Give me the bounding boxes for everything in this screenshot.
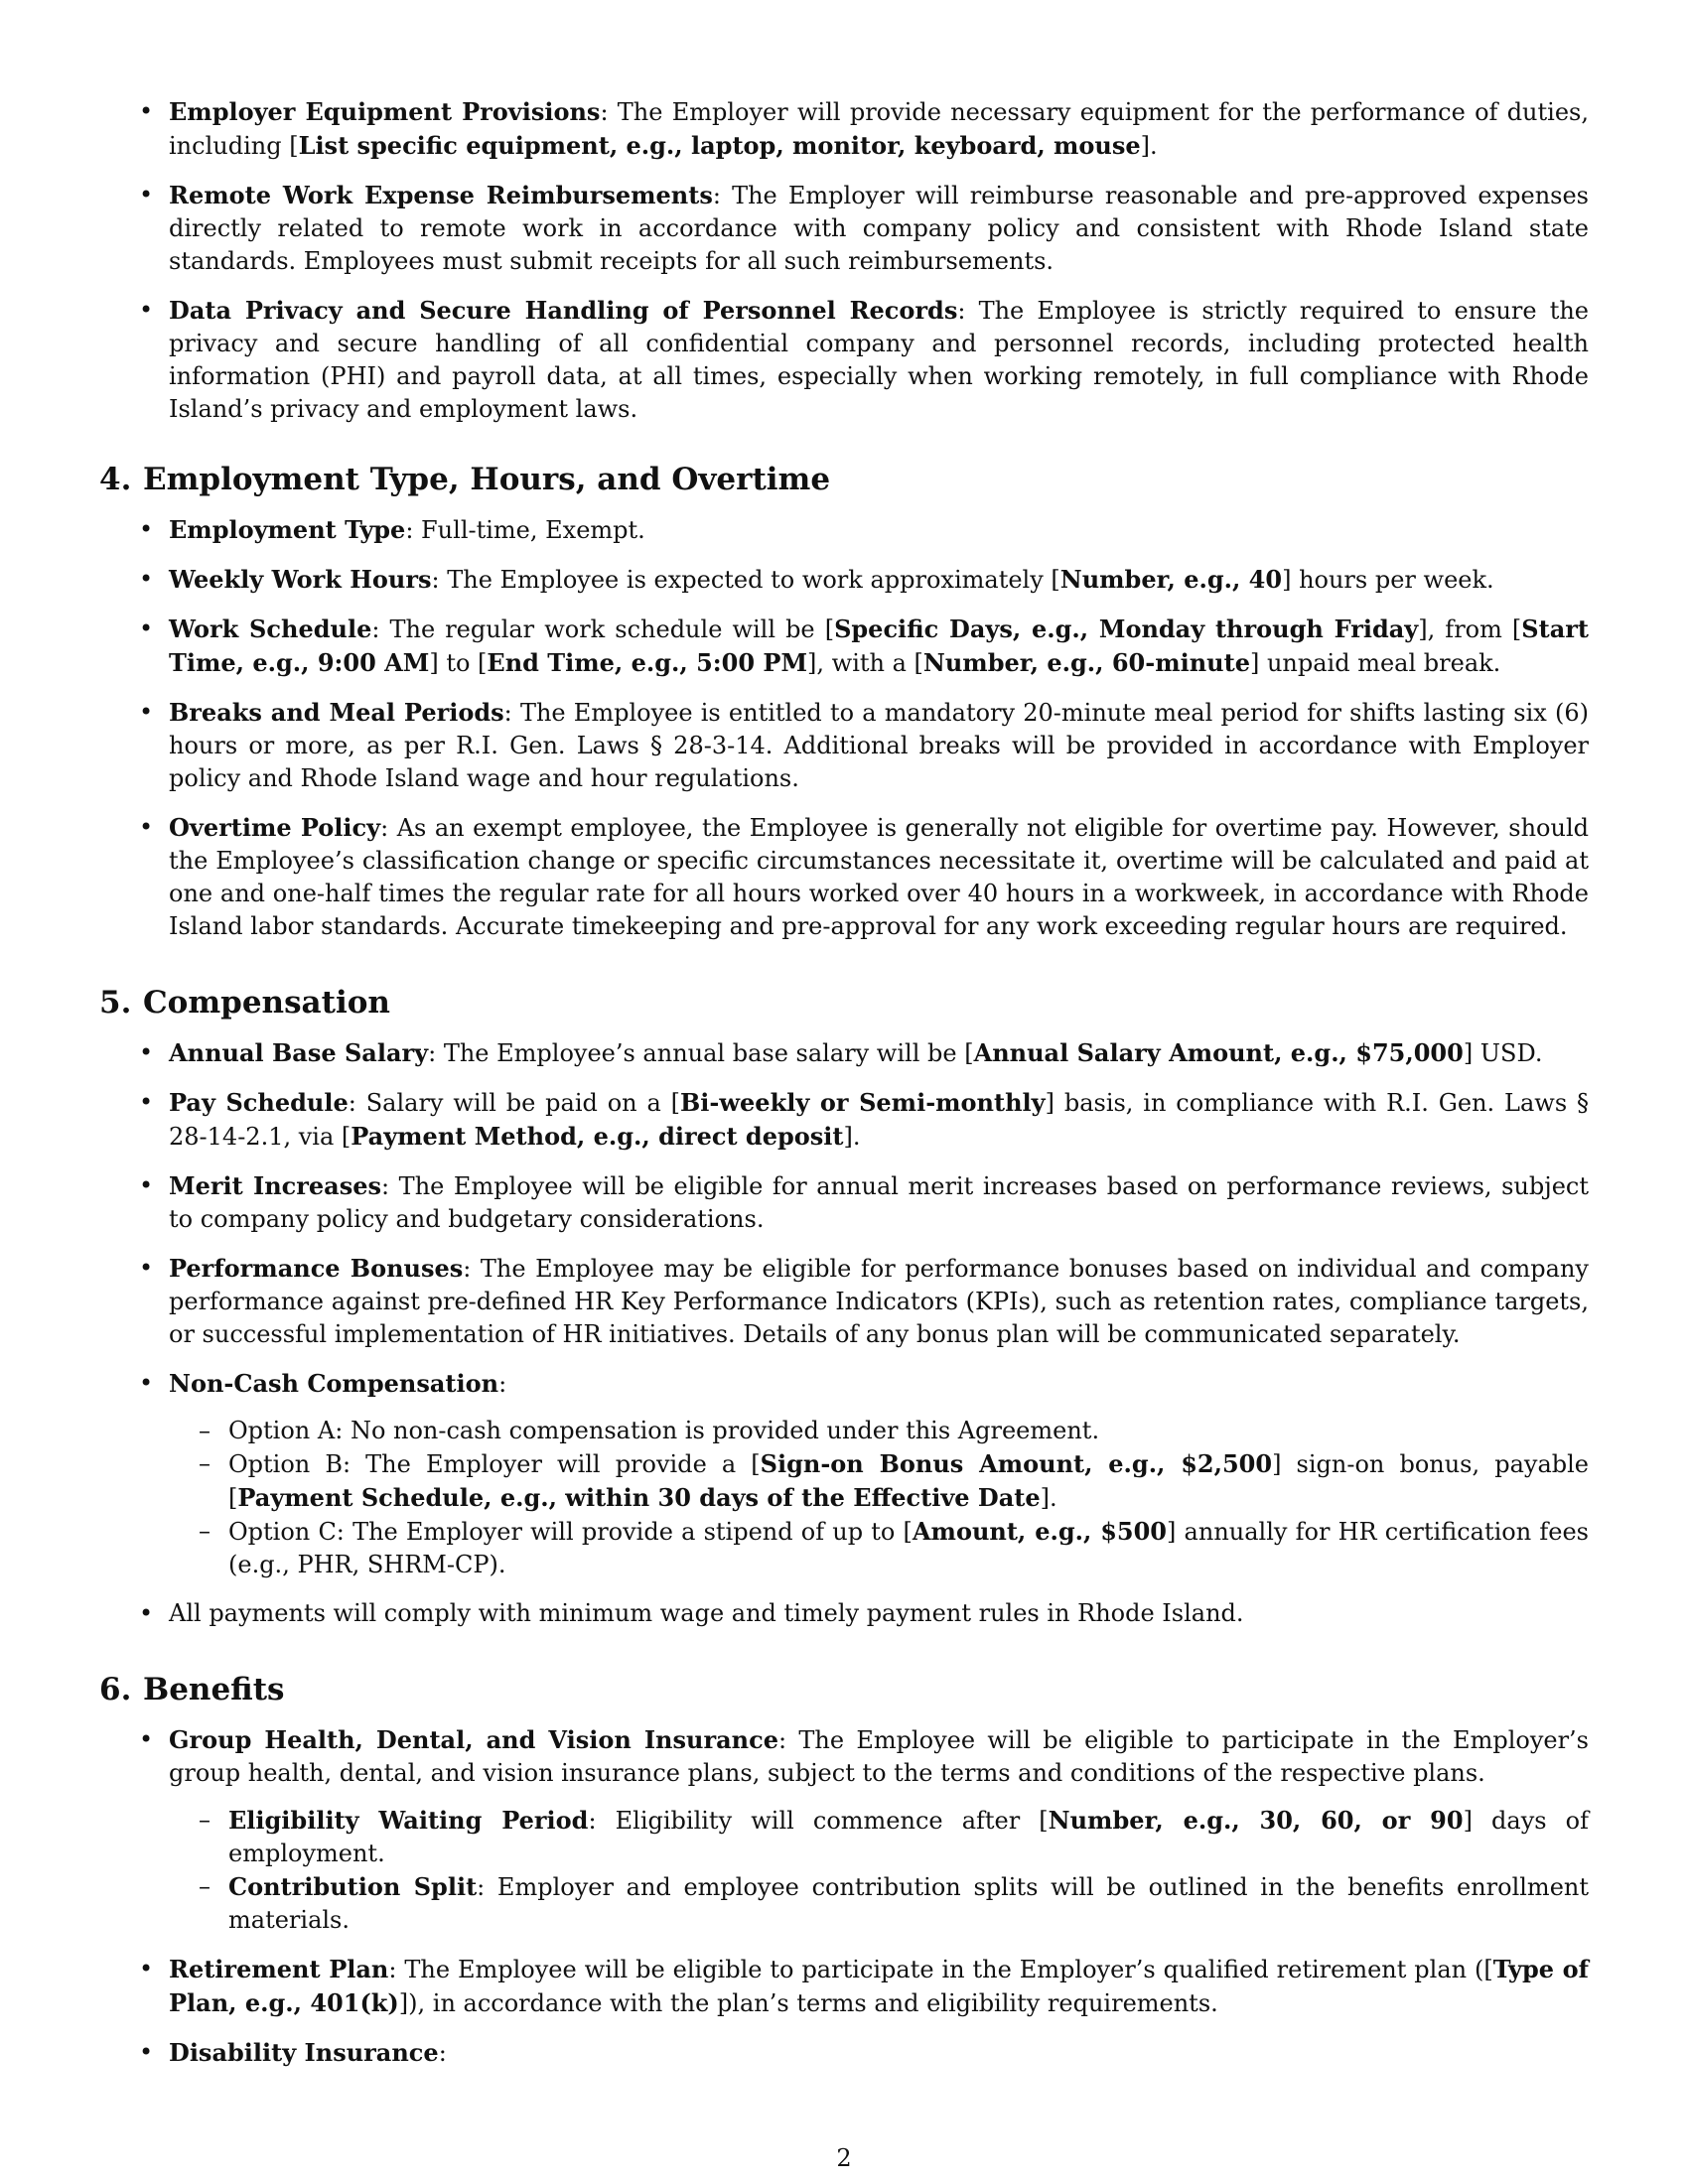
list-item: • Employment Type: Full-time, Exempt. bbox=[99, 513, 1589, 547]
list-item: • Non-Cash Compensation: – Option A: No non-cash compensation is provided under this Agreement. – Option B: The Employer will provide a [Sign-on Bonus Amount, e.g., $2,500] sign-on bonus, payable [Payment Schedule, e.g., within 30 days of the Effective Date]. – Option C: The Employer will provide a stipend of up to [Amount, e.g., $500] annually for HR certification fees (e.g., PHR, SHRM-CP). bbox=[99, 1367, 1589, 1581]
list-item: • Employer Equipment Provisions: The Employer will provide necessary equipment for the performance of duties, including [List specific equipment, e.g., laptop, monitor, keyboard, mouse]. bbox=[99, 95, 1589, 163]
sub-list-item: – Contribution Split: Employer and employee contribution splits will be outlined in the benefits enrollment materials. bbox=[99, 1870, 1589, 1937]
list-item: • Overtime Policy: As an exempt employee, the Employee is generally not eligible for overtime pay. However, should the Employee’s classification change or specific circumstances necessitate it, overtime will be calculated and paid at one and one-half times the regular rate for all hours worked over 40 hours in a workweek, in accordance with Rhode Island labor standards. Accurate timekeeping and pre-approval for any work exceeding regular hours are required. bbox=[99, 811, 1589, 943]
list-item: • Retirement Plan: The Employee will be eligible to participate in the Employer’s qualified retirement plan ([Type of Plan, e.g., 401(k)]), in accordance with the plan’s terms and eligibility requirements. bbox=[99, 1953, 1589, 2020]
item-label: Employer Equipment Provisions bbox=[169, 97, 601, 126]
list-item: • Group Health, Dental, and Vision Insurance: The Employee will be eligible to participate in the Employer’s group health, dental, and vision insurance plans, subject to the terms and conditions of the respective plans. – Eligibility Waiting Period: Eligibility will commence after [Number, e.g., 30, 60, or 90] days of employment. – Contribution Split: Employer and employee contribution splits will be outlined in the benefits enrollment materials. bbox=[99, 1723, 1589, 1937]
list-item: • Data Privacy and Secure Handling of Personnel Records: The Employee is strictly required to ensure the privacy and secure handling of all confidential company and personnel records, including protected health information (PHI) and payroll data, at all times, especially when working remotely, in full compliance with Rhode Island’s privacy and employment laws. bbox=[99, 294, 1589, 426]
section-heading: 5. Compensation bbox=[99, 985, 390, 1021]
sub-list-item: – Eligibility Waiting Period: Eligibility will commence after [Number, e.g., 30, 60, or 90] days of employment. bbox=[99, 1804, 1589, 1870]
section-heading: 4. Employment Type, Hours, and Overtime bbox=[99, 462, 831, 497]
section5-list bbox=[99, 1036, 1589, 1630]
list-item: • Remote Work Expense Reimbursements: The Employer will reimburse reasonable and pre-approved expenses directly related to remote work in accordance with company policy and consistent with Rhode Island state standards. Employees must submit receipts for all such reimbursements. bbox=[99, 179, 1589, 278]
list-item: • Pay Schedule: Salary will be paid on a [Bi-weekly or Semi-monthly] basis, in compliance with R.I. Gen. Laws § 28-14-2.1, via [Payment Method, e.g., direct deposit]. bbox=[99, 1086, 1589, 1154]
list-item: • Merit Increases: The Employee will be eligible for annual merit increases based on performance reviews, subject to company policy and budgetary considerations. bbox=[99, 1169, 1589, 1236]
sub-list-item: – Option C: The Employer will provide a stipend of up to [Amount, e.g., $500] annually for HR certification fees (e.g., PHR, SHRM-CP). bbox=[99, 1515, 1589, 1581]
list-item: • Annual Base Salary: The Employee’s annual base salary will be [Annual Salary Amount, e.g., $75,000] USD. bbox=[99, 1036, 1589, 1070]
item-label: Remote Work Expense Reimbursements bbox=[169, 181, 713, 209]
health-sub-list bbox=[169, 1804, 1589, 1937]
page-number: 2 bbox=[836, 2144, 852, 2172]
list-item: • All payments will comply with minimum wage and timely payment rules in Rhode Island. bbox=[99, 1597, 1589, 1630]
intro-list bbox=[99, 95, 1589, 426]
list-item: • Disability Insurance: bbox=[99, 2036, 1589, 2070]
item-label: Data Privacy and Secure Handling of Personnel Records bbox=[169, 296, 958, 325]
list-item: • Weekly Work Hours: The Employee is expected to work approximately [Number, e.g., 40] hours per week. bbox=[99, 563, 1589, 597]
section6-list bbox=[99, 1723, 1589, 2070]
sub-list-item: – Option B: The Employer will provide a [Sign-on Bonus Amount, e.g., $2,500] sign-on bonus, payable [Payment Schedule, e.g., within 30 days of the Effective Date]. bbox=[99, 1447, 1589, 1515]
list-item: • Work Schedule: The regular work schedule will be [Specific Days, e.g., Monday through Friday], from [Start Time, e.g., 9:00 AM] to [End Time, e.g., 5:00 PM], with a [Number, e.g., 60-minute] unpaid meal break. bbox=[99, 613, 1589, 680]
list-item: • Breaks and Meal Periods: The Employee is entitled to a mandatory 20-minute meal period for shifts lasting six (6) hours or more, as per R.I. Gen. Laws § 28-3-14. Additional breaks will be provided in accordance with Employer policy and Rhode Island wage and hour regulations. bbox=[99, 696, 1589, 795]
section-heading: 6. Benefits bbox=[99, 1672, 285, 1707]
section4-list bbox=[99, 513, 1589, 943]
sub-list-item: – Option A: No non-cash compensation is provided under this Agreement. bbox=[99, 1415, 1589, 1447]
document-page bbox=[99, 95, 1589, 2086]
options-list bbox=[169, 1415, 1589, 1581]
list-item: • Performance Bonuses: The Employee may be eligible for performance bonuses based on individual and company performance against pre-defined HR Key Performance Indicators (KPIs), such as retention rates, compliance targets, or successful implementation of HR initiatives. Details of any bonus plan will be communicated separately. bbox=[99, 1252, 1589, 1351]
